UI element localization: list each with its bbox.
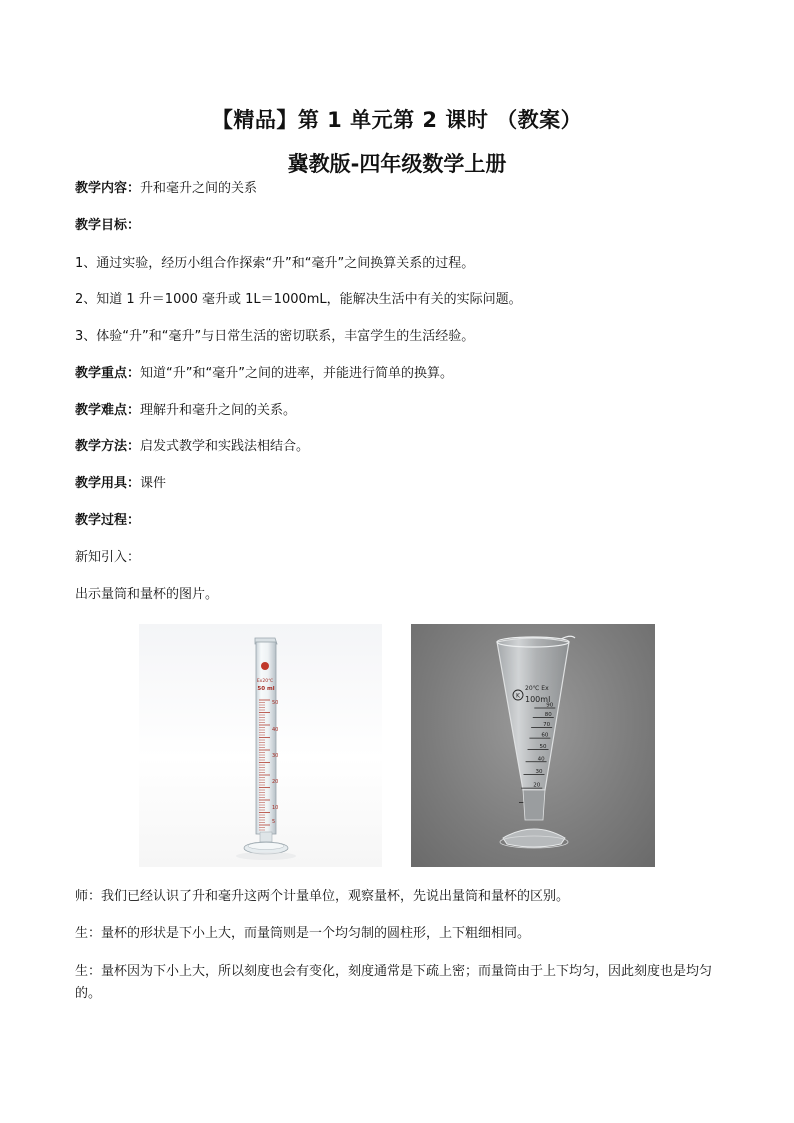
cup-scale-label: 50 xyxy=(539,744,547,751)
cup-scale-label: 40 xyxy=(537,756,545,763)
cup-scale-label: 20 xyxy=(533,782,541,789)
teaching-goals-label xyxy=(75,217,140,235)
cup-scale-label: 30 xyxy=(535,769,543,776)
cup-scale-label: 70 xyxy=(543,721,551,728)
teaching-difficulty-line xyxy=(75,402,296,420)
cup-scale-label: 80 xyxy=(544,711,552,718)
teaching-tools-label: 教学用具： xyxy=(75,476,141,491)
teaching-goals-heading: 教学目标： xyxy=(75,218,141,233)
cylinder-label-5: 5 xyxy=(272,819,276,825)
teaching-method-line xyxy=(75,438,309,456)
teaching-content-value: 升和毫升之间的关系 xyxy=(140,181,258,196)
cylinder-label-40: 40 xyxy=(272,727,279,733)
teaching-difficulty-label: 教学难点： xyxy=(75,403,141,418)
document-title: 【精品】第 1 单元第 2 课时 （教案） xyxy=(211,108,583,132)
intro-line: 新知引入： xyxy=(75,550,141,565)
teacher-line-1: 师：我们已经认识了升和毫升这两个计量单位，观察量杯，先说出量筒和量杯的区别。 xyxy=(75,889,570,904)
teaching-content-line xyxy=(75,180,257,198)
cup-scale-label: 90 xyxy=(546,702,554,709)
measuring-cup-illustration xyxy=(411,624,655,867)
show-pictures-line: 出示量筒和量杯的图片。 xyxy=(75,587,219,602)
teaching-process-label: 教学过程： xyxy=(75,513,141,528)
teaching-content-label: 教学内容： xyxy=(75,181,141,196)
student-line-2: 生：量杯因为下小上大，所以刻度也会有变化，刻度通常是下疏上密；而量筒由于上下均匀，因此刻度也是均匀的。 xyxy=(75,964,713,1001)
cup-brand-mark: K xyxy=(516,692,520,700)
cylinder-brand-text: Ex20℃ xyxy=(256,679,274,684)
cup-label-line1: 20℃ Ex xyxy=(525,685,549,692)
teaching-tools-value: 课件 xyxy=(140,476,167,491)
teaching-method-label: 教学方法： xyxy=(75,439,141,454)
cylinder-label-10: 10 xyxy=(272,805,279,811)
goal-3: 3、体验“升”和“毫升”与日常生活的密切联系，丰富学生的生活经验。 xyxy=(75,329,475,344)
graduated-cylinder-image xyxy=(139,624,382,867)
measuring-cup-image xyxy=(411,624,655,867)
teaching-process-line xyxy=(75,512,140,530)
student-line-1: 生：量杯的形状是下小上大，而量筒则是一个均匀制的圆柱形，上下粗细相同。 xyxy=(75,926,531,941)
cylinder-label-50: 50 xyxy=(272,700,279,706)
teaching-tools-line xyxy=(75,475,166,493)
goal-1: 1、通过实验，经历小组合作探索“升”和“毫升”之间换算关系的过程。 xyxy=(75,256,475,271)
goal-2: 2、知道 1 升＝1000 毫升或 1L＝1000mL，能解决生活中有关的实际问题。 xyxy=(75,292,522,307)
cup-scale-label: 60 xyxy=(541,732,549,739)
cylinder-capacity-text: 50 ml xyxy=(257,686,275,692)
graduated-cylinder-illustration xyxy=(139,624,382,867)
teaching-key-label: 教学重点： xyxy=(75,366,141,381)
teaching-key-value: 知道“升”和“毫升”之间的进率，并能进行简单的换算。 xyxy=(140,366,453,381)
brand-logo-icon xyxy=(261,662,269,670)
teaching-difficulty-value: 理解升和毫升之间的关系。 xyxy=(140,403,297,418)
teaching-method-value: 启发式教学和实践法相结合。 xyxy=(140,439,310,454)
document-subtitle: 冀教版-四年级数学上册 xyxy=(287,152,507,176)
cup-capacity-label: 100ml xyxy=(525,695,551,704)
cylinder-label-30: 30 xyxy=(272,753,279,759)
teaching-key-line xyxy=(75,365,453,383)
cylinder-label-20: 20 xyxy=(272,779,279,785)
